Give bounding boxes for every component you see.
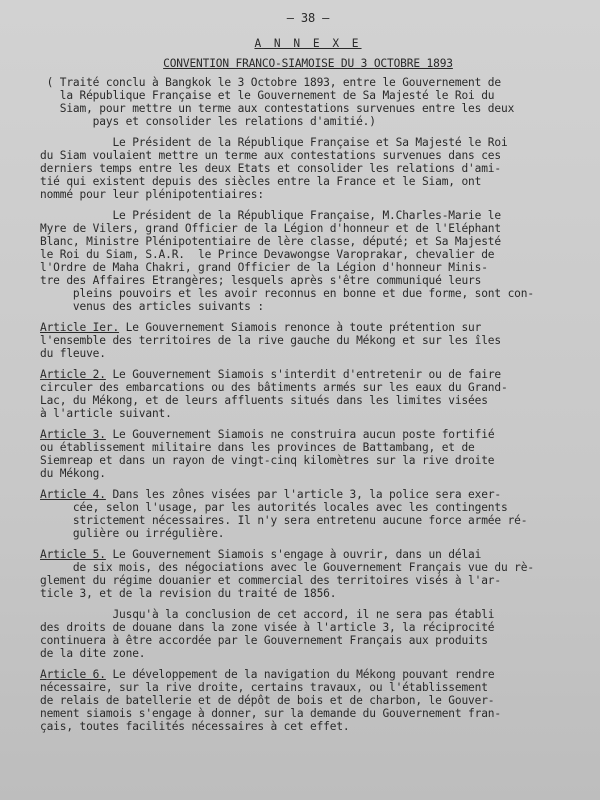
article-label: Article 6. [40,668,106,681]
article-text: Le Gouvernement Siamois ne construira aucun poste fortifié [105,428,495,441]
article-label: Article 4. [40,488,106,501]
article-5-continuation [40,608,576,660]
article-line: nécessaire, sur la rive droite, certains travaux, ou l'établissement [40,681,488,694]
article-label: Article 2. [40,368,106,381]
convention-title: CONVENTION FRANCO-SIAMOISE DU 3 OCTOBRE 1893 [163,57,453,70]
article-line: du Mékong. [40,467,106,480]
preamble-paragraph [40,136,576,201]
article-5 [40,548,576,600]
article-line: du fleuve. [40,347,106,360]
page-number: — 38 — [286,11,330,25]
preamble-line: du Siam voulaient mettre un terme aux contestations survenues dans ces [40,149,501,162]
article-first-line [40,368,576,381]
article-first-line [40,668,576,681]
annex-title: A N N E X E [254,37,362,50]
article-line: de relais de batellerie et de dépôt de bois et de charbon, le Gouver- [40,694,495,707]
article-line: ticle 3, et de la revision du traité de 1856. [40,587,337,600]
article-line: strictement nécessaires. Il n'y sera entretenu aucune force armée ré- [40,514,528,527]
article-first-line [40,321,576,334]
preamble-line: tié qui existent depuis des siècles entre la France et le Siam, ont [40,175,482,188]
article-line: à l'article suivant. [40,407,172,420]
plenipotentiaries-line: Myre de Vilers, grand Officier de la Légion d'honneur et de l'Eléphant [40,222,501,235]
intro-line: ( Traité conclu à Bangkok le 3 Octobre 1893, entre le Gouvernement de [40,76,501,89]
article-label: Article Ier. [40,321,120,334]
article-text: Dans les zônes visées par l'article 3, la police sera exer- [105,488,501,501]
article-line: gulière ou irrégulière. [40,527,225,540]
article-3 [40,428,576,480]
article-label: Article 3. [40,428,106,441]
article-line: de six mois, des négociations avec le Gouvernement Français vue du rè- [40,561,534,574]
preamble-line: derniers temps entre les deux Etats et consolider les relations d'ami- [40,162,501,175]
preamble-line: Le Président de la République Française et Sa Majesté le Roi [40,136,508,149]
article-1 [40,321,576,360]
article-label: Article 5. [40,548,106,561]
plenipotentiaries-line: Le Président de la République Française, M.Charles-Marie le [40,209,501,222]
article-2 [40,368,576,420]
article-line: çais, toutes facilités nécessaires à cet effet. [40,720,350,733]
plenipotentiaries-line: venus des articles suivants : [40,300,264,313]
intro-line: Siam, pour mettre un terme aux contestations survenues entre les deux [40,102,515,115]
plenipotentiaries-line: l'Ordre de Maha Chakri, grand Officier de la Légion d'honneur Minis- [40,261,488,274]
plenipotentiaries-line: tre des Affaires Etrangères; lesquels après s'être communiqué leurs [40,274,482,287]
intro-line: la République Française et le Gouvernement de Sa Majesté le Roi du [40,89,495,102]
article-line: Jusqu'à la conclusion de cet accord, il ne sera pas établi [40,608,495,621]
article-first-line [40,428,576,441]
article-text: Le Gouvernement Siamois s'engage à ouvrir, dans un délai [105,548,482,561]
article-line: circuler des embarcations ou des bâtiments armés sur les eaux du Grand- [40,381,508,394]
plenipotentiaries-line: le Roi du Siam, S.A.R. le Prince Devawongse Varoprakar, chevalier de [40,248,495,261]
article-line: ou établissement militaire dans les provinces de Battambang, et de [40,441,475,454]
article-first-line [40,488,576,501]
intro-paragraph [40,76,576,128]
article-line: nement siamois s'engage à donner, sur la demande du Gouvernement fran- [40,707,501,720]
article-text: Le Gouvernement Siamois renonce à toute prétention sur [119,321,482,334]
article-line: de la dite zone. [40,647,146,660]
article-text: Le développement de la navigation du Mékong pouvant rendre [105,668,495,681]
article-line: cée, selon l'usage, par les autorités locales avec les contingents [40,501,508,514]
article-line: des droits de douane dans la zone visée à l'article 3, la réciprocité [40,621,495,634]
article-line: continuera à être accordée par le Gouvernement Français aux produits [40,634,488,647]
article-text: Le Gouvernement Siamois s'interdit d'entretenir ou de faire [105,368,501,381]
article-6 [40,668,576,733]
plenipotentiaries-line: pleins pouvoirs et les avoir reconnus en bonne et due forme, sont con- [40,287,534,300]
article-line: Lac, du Mékong, et de leurs affluents situés dans les limites visées [40,394,488,407]
article-line: glement du régime douanier et commercial des territoires visés à l'ar- [40,574,501,587]
article-first-line [40,548,576,561]
article-line: l'ensemble des territoires de la rive gauche du Mékong et sur les îles [40,334,501,347]
article-4 [40,488,576,540]
article-line: Siemreap et dans un rayon de vingt-cinq kilomètres sur la rive droite [40,454,495,467]
preamble-line: nommé pour leur plénipotentiaires: [40,188,264,201]
plenipotentiaries-line: Blanc, Ministre Plénipotentiaire de lère classe, député; et Sa Majesté [40,235,501,248]
intro-line: pays et consolider les relations d'amitié.) [40,115,376,128]
plenipotentiaries-paragraph [40,209,576,313]
